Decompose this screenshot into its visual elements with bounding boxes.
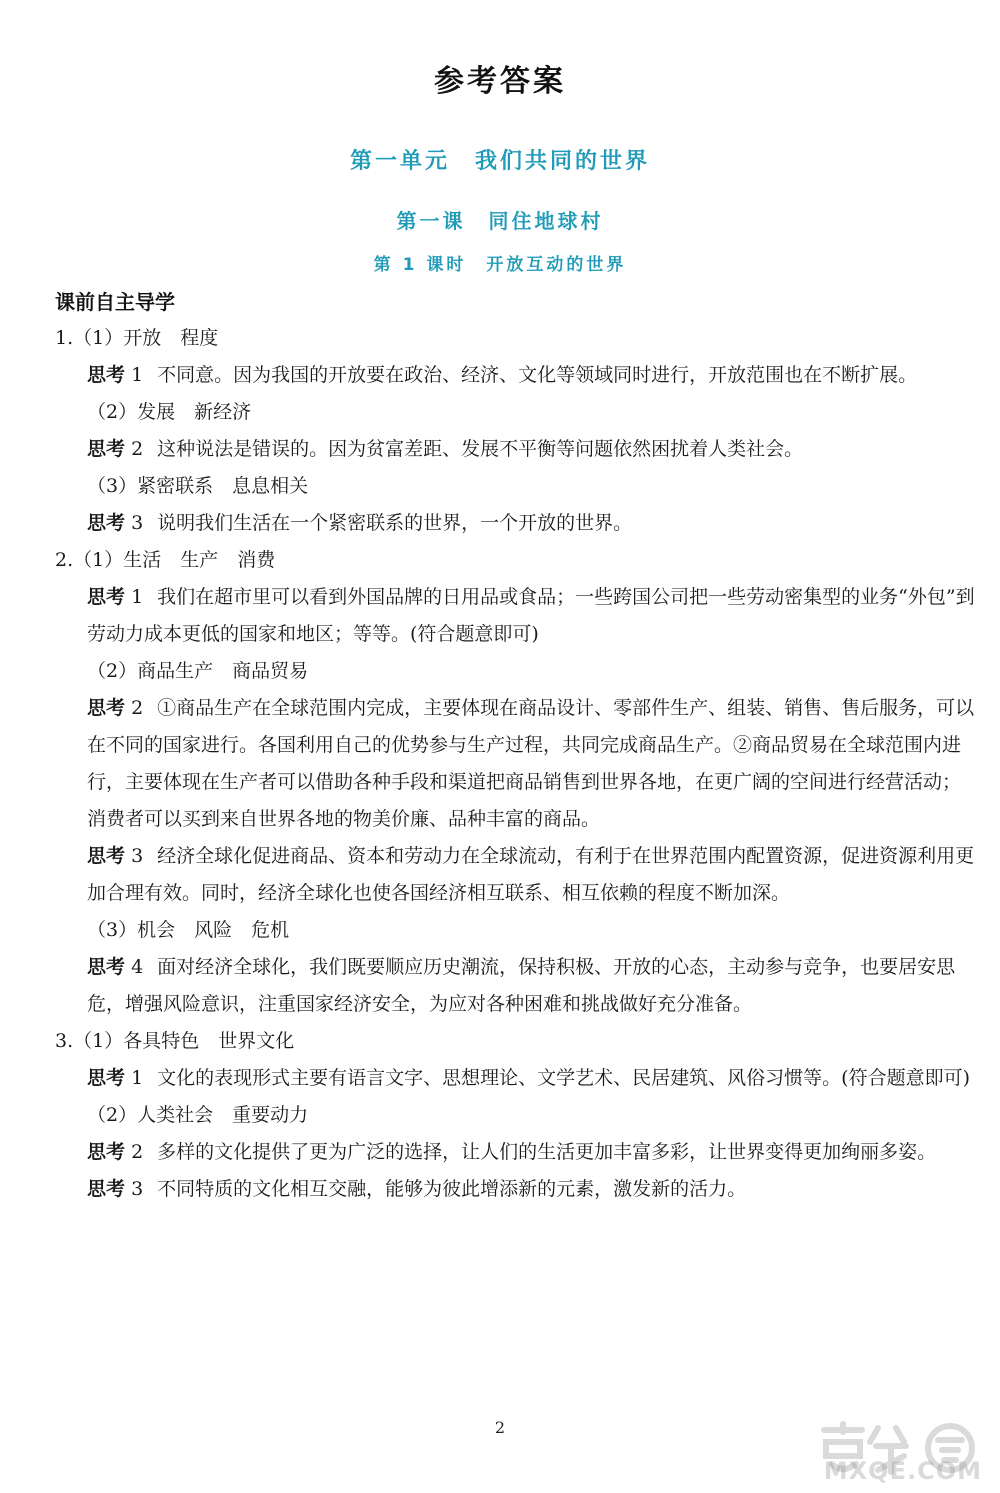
think-text: 说明我们生活在一个紧密联系的世界，一个开放的世界。 <box>157 512 633 534</box>
lesson-heading: 第一课 同住地球村 <box>396 209 604 233</box>
think-text: 不同意。因为我国的开放要在政治、经济、文化等领域同时进行，开放范围也在不断扩展。 <box>157 364 918 386</box>
think-label: 思考 <box>87 1178 126 1200</box>
q1-part-2: （2）发展 新经济 <box>87 401 252 423</box>
think-number: 4 <box>131 956 144 978</box>
think-label: 思考 <box>87 697 126 719</box>
think-label: 思考 <box>87 586 126 608</box>
q1-think-2 <box>55 431 975 468</box>
q1-think-1 <box>55 357 975 394</box>
think-text: 面对经济全球化，我们既要顺应历史潮流，保持积极、开放的心态，主动参与竞争，也要居安思危，增强风险意识，注重国家经济安全，为应对各种困难和挑战做好充分准备。 <box>87 956 956 1015</box>
think-text: 文化的表现形式主要有语言文字、思想理论、文学艺术、民居建筑、风俗习惯等。(符合题意即可) <box>157 1067 970 1089</box>
q3-think-3 <box>55 1171 975 1208</box>
page-number: 2 <box>494 1418 506 1437</box>
think-text: 经济全球化促进商品、资本和劳动力在全球流动，有利于在世界范围内配置资源，促进资源利用更加合理有效。同时，经济全球化也使各国经济相互联系、相互依赖的程度不断加深。 <box>87 845 975 904</box>
think-label: 思考 <box>87 1067 126 1089</box>
think-label: 思考 <box>87 1141 126 1163</box>
think-number: 3 <box>131 512 144 534</box>
think-number: 2 <box>131 1141 144 1163</box>
q3-head: 3.（1）各具特色 世界文化 <box>55 1030 295 1052</box>
q2-part-2: （2）商品生产 商品贸易 <box>87 660 309 682</box>
think-label: 思考 <box>87 845 126 867</box>
think-number: 1 <box>131 1067 144 1089</box>
watermark-site-text: MXQE.COM <box>823 1457 982 1485</box>
q2-head: 2.（1）生活 生产 消费 <box>55 549 276 571</box>
period-heading: 第 1 课时 开放互动的世界 <box>373 255 627 275</box>
think-label: 思考 <box>87 438 126 460</box>
unit-heading: 第一单元 我们共同的世界 <box>349 149 650 174</box>
think-label: 思考 <box>87 364 126 386</box>
think-text: 这种说法是错误的。因为贫富差距、发展不平衡等问题依然困扰着人类社会。 <box>157 438 804 460</box>
think-number: 2 <box>131 438 144 460</box>
think-number: 2 <box>131 697 144 719</box>
q2-part-3: （3）机会 风险 危机 <box>87 919 290 941</box>
q2-think-1 <box>55 579 975 653</box>
think-number: 3 <box>131 1178 144 1200</box>
think-text: 我们在超市里可以看到外国品牌的日用品或食品；一些跨国公司把一些劳动密集型的业务“外包”到劳动力成本更低的国家和地区；等等。(符合题意即可) <box>87 586 975 645</box>
think-text: ①商品生产在全球范围内完成，主要体现在商品设计、零部件生产、组装、销售、售后服务，可以在不同的国家进行。各国利用自己的优势参与生产过程，共同完成商品生产。②商品贸易在全球范围内进行，主要体现在生产者可以借助各种手段和渠道把商品销售到世界各地，在更广阔的空间进行经营活动；消费者可以买到来自世界各地的物美价廉、品种丰富的商品。 <box>87 697 975 830</box>
think-text: 多样的文化提供了更为广泛的选择，让人们的生活更加丰富多彩，让世界变得更加绚丽多姿。 <box>157 1141 937 1163</box>
q3-part-2: （2）人类社会 重要动力 <box>87 1104 309 1126</box>
section-heading: 课前自主导学 <box>55 290 175 314</box>
think-number: 1 <box>131 364 144 386</box>
q3-think-1 <box>55 1060 975 1097</box>
think-label: 思考 <box>87 956 126 978</box>
q1-think-3 <box>55 505 975 542</box>
think-number: 3 <box>131 845 144 867</box>
q1-part-3: （3）紧密联系 息息相关 <box>87 475 309 497</box>
think-label: 思考 <box>87 512 126 534</box>
q2-think-4 <box>55 949 975 1023</box>
q3-think-2 <box>55 1134 975 1171</box>
q2-think-2 <box>55 690 975 838</box>
q2-think-3 <box>55 838 975 912</box>
answer-content <box>55 320 975 1208</box>
think-text: 不同特质的文化相互交融，能够为彼此增添新的元素，激发新的活力。 <box>157 1178 747 1200</box>
q1-head: 1.（1）开放 程度 <box>55 327 219 349</box>
think-number: 1 <box>131 586 144 608</box>
page-title: 参考答案 <box>434 64 566 99</box>
